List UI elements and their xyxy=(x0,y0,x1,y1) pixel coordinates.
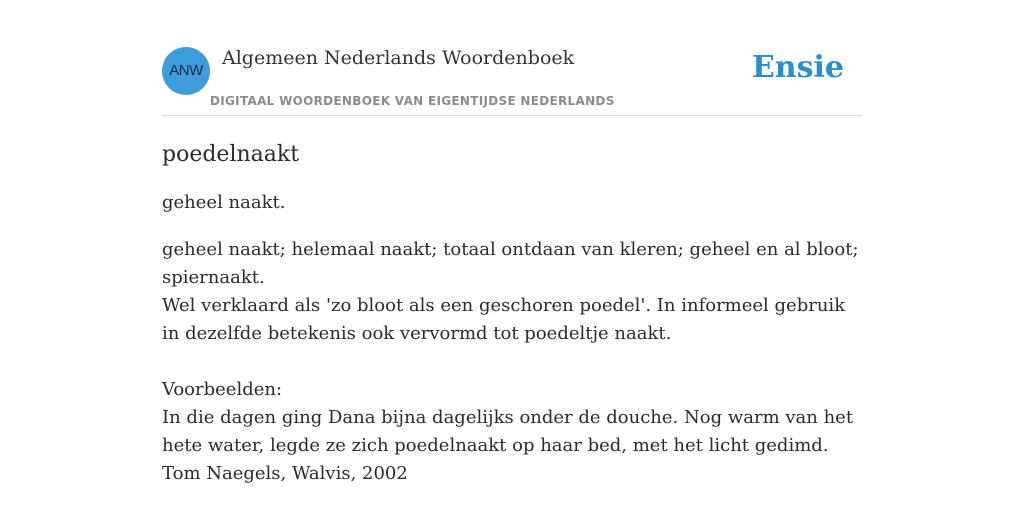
entry-synonyms: geheel naakt; helemaal naakt; totaal ontdaan van kleren; geheel en al bloot; spiernaakt. xyxy=(162,239,859,288)
entry-explanation: Wel verklaard als 'zo bloot als een geschoren poedel'. In informeel gebruik in dezelfde betekenis ook vervormd tot poedeltje naakt. xyxy=(162,295,846,344)
dictionary-title[interactable]: Algemeen Nederlands Woordenboek xyxy=(222,47,575,69)
entry-headword: poedelnaakt xyxy=(162,142,300,167)
dictionary-subtitle: DIGITAAL WOORDENBOEK VAN EIGENTIJDSE NEDERLANDS xyxy=(210,94,615,108)
example-text: In die dagen ging Dana bijna dagelijks onder de douche. Nog warm van het hete water, legde ze zich poedelnaakt op haar bed, met het licht gedimd. xyxy=(162,407,854,456)
example-source: Tom Naegels, Walvis, 2002 xyxy=(162,463,408,484)
entry-content xyxy=(162,140,862,488)
entry-body xyxy=(162,236,862,488)
site-header xyxy=(162,44,862,116)
anw-logo[interactable] xyxy=(162,47,210,95)
ensie-logo[interactable]: Ensie xyxy=(751,50,844,85)
entry-short-definition: geheel naakt. xyxy=(162,192,286,213)
paragraph-spacer xyxy=(162,348,862,376)
anw-logo-text: ANW xyxy=(169,62,203,79)
examples-label: Voorbeelden: xyxy=(162,379,283,400)
